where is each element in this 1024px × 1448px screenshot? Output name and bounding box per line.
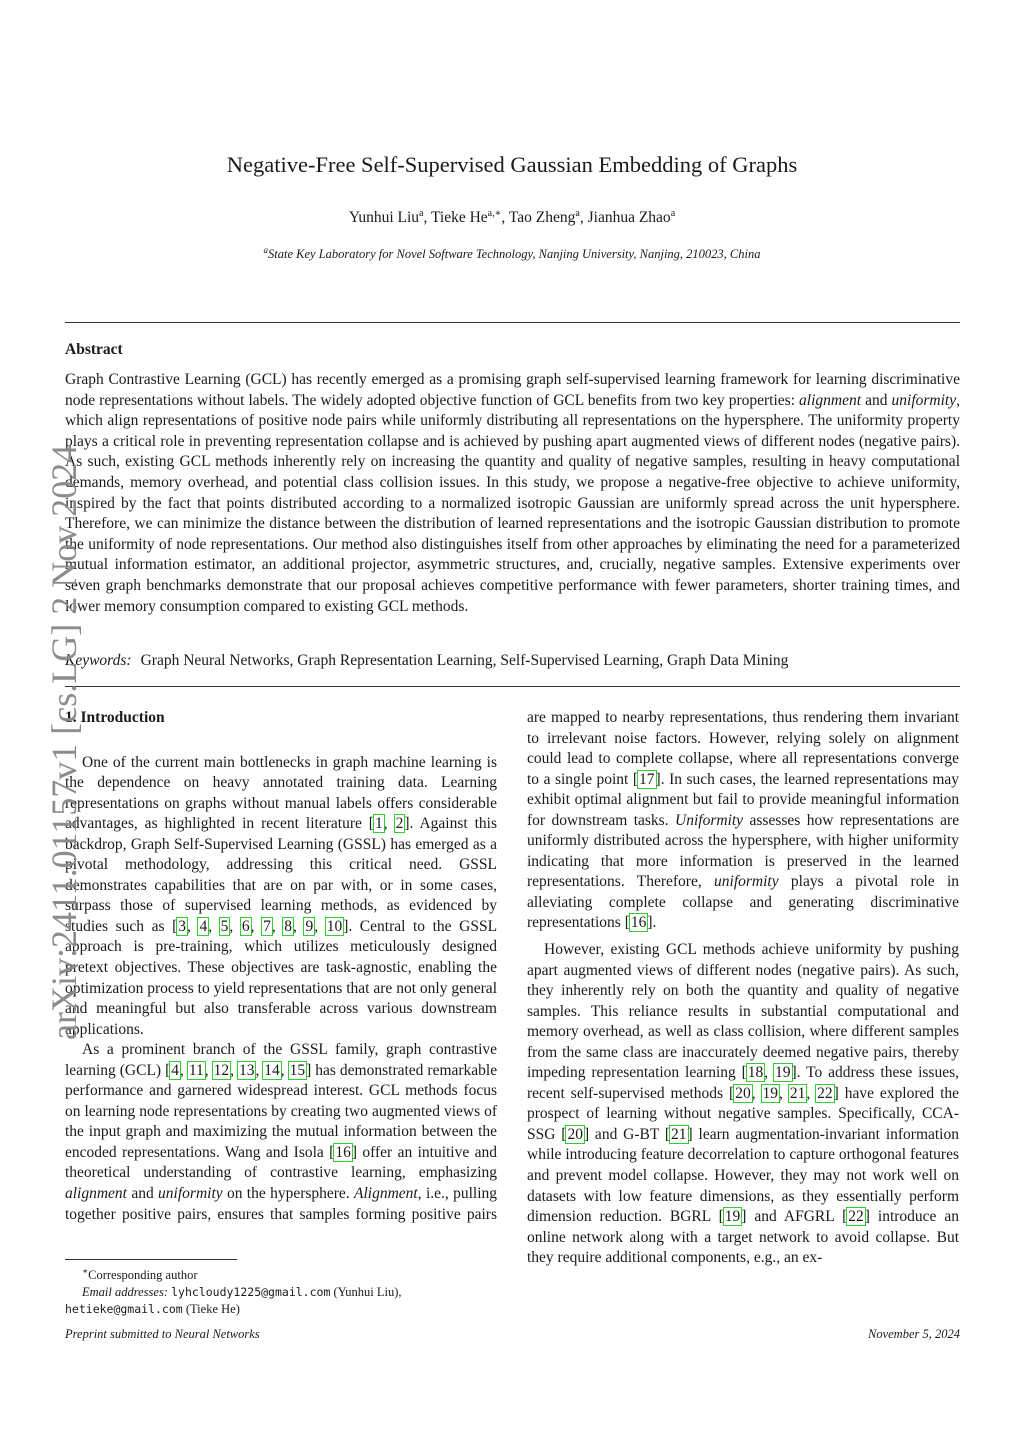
footer-preprint: Preprint submitted to Neural Networks xyxy=(65,1327,260,1341)
author-affil-sup: a,∗ xyxy=(487,208,502,219)
author: Tieke He xyxy=(430,209,488,226)
citation-link[interactable]: 17 xyxy=(639,770,655,788)
citation-link[interactable]: 3 xyxy=(178,917,187,935)
footer-date: November 5, 2024 xyxy=(868,1327,960,1341)
citation-link[interactable]: 5 xyxy=(220,917,229,935)
citation-link[interactable]: 19 xyxy=(724,1208,741,1226)
citation-link[interactable]: 20 xyxy=(735,1084,751,1102)
citation-link[interactable]: 22 xyxy=(848,1208,864,1226)
footnote-rule xyxy=(65,1259,237,1260)
citation-link[interactable]: 4 xyxy=(199,917,208,935)
intro-paragraph: One of the current main bottlenecks in graph machine learning is the dependence on heavy annotated training data. Learning representations on graphs without manual labels offers considerable advantages, as highlighted in recent literature [1, 2]. Against this backdrop, Graph Self-Supervised Learning (GSSL) has emerged as a pivotal methodology, addressing this critical need. GSSL demonstrates capabilities that are on par with, or in some cases, surpass those of supervised learning methods, as evidenced by studies such as [3, 4, 5, 6, 7, 8, 9, 10]. Central to the GSSL approach is pre-training, which utilizes meticulously designed pretext objectives. These objectives are task-agnostic, enabling the optimization process to yield representations that are not only general and meaningful but also transferable across various downstream applications. xyxy=(65,753,498,1038)
citation-link[interactable]: 1 xyxy=(374,815,383,833)
citation-link[interactable]: 9 xyxy=(305,917,314,935)
citation-link[interactable]: 14 xyxy=(264,1061,280,1079)
keywords-text: Graph Neural Networks, Graph Representation Learning, Self-Supervised Learning, Graph Data Mining xyxy=(140,652,789,669)
right-column xyxy=(527,708,959,1269)
citation-link[interactable]: 20 xyxy=(567,1125,583,1143)
citation-link[interactable]: 7 xyxy=(263,917,271,935)
citation-link[interactable]: 19 xyxy=(762,1084,778,1102)
author-affil-sup: a xyxy=(670,208,676,219)
affiliation-sup: a xyxy=(263,245,269,255)
author-affil-sup: a xyxy=(575,208,580,219)
citation-link[interactable]: 21 xyxy=(789,1084,806,1102)
affiliation xyxy=(0,245,1024,263)
email-link[interactable]: hetieke@gmail.com xyxy=(65,1302,183,1317)
citation-link[interactable]: 16 xyxy=(630,914,647,932)
abstract-bottom-rule xyxy=(65,686,960,687)
intro-paragraph: However, existing GCL methods achieve uniformity by pushing apart augmented views of different nodes (negative pairs). As such, they inherently rely on both the quantity and quality of negative samples. This reliance results in substantial computational and memory overhead, as well as class collision, where different samples from the same class are inaccurately deemed negative pairs, thereby impeding representation learning [18, 19]. To address these issues, recent self-supervised methods [20, 19, 21, 22] have explored the prospect of learning without negative samples. Specifically, CCA-SSG [20] and G-BT [21] learn augmentation-invariant information while introducing feature decorrelation to capture orthogonal features and prevent model collapse. However, they may not work well on datasets with low feature dimensions, as they essentially perform dimension reduction. BGRL [19] and AFGRL [22] introduce an online network along with a target network to avoid collapse. But they require additional components, e.g., an ex- xyxy=(527,941,960,1267)
keywords xyxy=(65,650,960,672)
author-affil-sup: a xyxy=(419,208,424,219)
abstract-heading: Abstract xyxy=(65,341,123,358)
citation-link[interactable]: 12 xyxy=(213,1061,230,1079)
citation-link[interactable]: 4 xyxy=(171,1061,179,1079)
citation-link[interactable]: 18 xyxy=(747,1064,764,1082)
footnote: ∗Corresponding author Email addresses: lyhcloudy1225@gmail.com (Yunhui Liu), hetieke@gmail.com (Tieke He) xyxy=(65,1266,402,1317)
citation-link[interactable]: 15 xyxy=(289,1061,306,1079)
arxiv-stamp: arXiv:2411.01157v1 [cs.LG] 2 Nov 2024 xyxy=(44,444,84,1040)
abstract-top-rule xyxy=(65,322,960,323)
citation-link[interactable]: 10 xyxy=(326,917,343,935)
affiliation-text: State Key Laboratory for Novel Software Technology, Nanjing University, Nanjing, 210023, China xyxy=(268,247,761,261)
citation-link[interactable]: 8 xyxy=(284,917,293,935)
citation-link[interactable]: 6 xyxy=(241,917,250,935)
keywords-label: Keywords: xyxy=(65,652,132,669)
citation-link[interactable]: 22 xyxy=(817,1084,833,1102)
citation-link[interactable]: 2 xyxy=(395,815,404,833)
left-column xyxy=(65,708,497,1225)
intro-paragraph-continued: are mapped to nearby representations, thus rendering them invariant to irrelevant noise factors. However, relying solely on alignment could lead to complete collapse, where all representations converge to a single point [17]. In such cases, the learned representations may exhibit optimal alignment but fail to provide meaningful information for downstream tasks. Uniformity assesses how representations are uniformly distributed across the hypersphere, with higher uniformity indicating that more information is preserved in the learned representations. Therefore, uniformity plays a pivotal role in alleviating complete collapse and generating discriminative representations [16]. xyxy=(527,709,960,932)
citation-link[interactable]: 11 xyxy=(188,1061,204,1079)
author-list: Yunhui Liu$^a$, Tieke $He^{a,∗}$, Tao Zheng$^a$, Jianhua Zhao$^a$ xyxy=(348,208,676,226)
citation-link[interactable]: 13 xyxy=(238,1061,255,1079)
citation-link[interactable]: 21 xyxy=(671,1125,687,1143)
paper-title: Negative-Free Self-Supervised Gaussian Embedding of Graphs xyxy=(226,152,798,177)
citation-link[interactable]: 19 xyxy=(775,1064,791,1082)
intro-paragraph: As a prominent branch of the GSSL family, graph contrastive learning (GCL) [4, 11, 12, 13, 14, 15] has demonstrated remarkable performance and garnered widespread interest. GCL methods focus on learning node representations by creating two augmented views of the input graph and maximizing the mutual information between the encoded representations. Wang and Isola [16] offer an intuitive and theoretical understanding of contrastive learning, emphasizing alignment and uniformity on the hypersphere. Alignment, i.e., pulling together positive pairs, ensures that samples forming positive pairs xyxy=(65,1041,498,1223)
author: Yunhui Liu xyxy=(348,209,420,226)
section-heading: 1. Introduction xyxy=(65,709,165,726)
abstract-text: Graph Contrastive Learning (GCL) has recently emerged as a promising graph self-supervised learning framework for learning discriminative node representations without labels. The widely adopted objective function of GCL benefits from two key properties: alignment and uniformity, which align representations of positive node pairs while uniformly distributing all representations on the hypersphere. The uniformity property plays a critical role in preventing representation collapse and is achieved by pushing apart augmented views of different nodes (negative pairs). As such, existing GCL methods inherently rely on increasing the quantity and quality of negative samples, resulting in heavy computational demands, memory overhead, and potential class collision issues. In this study, we propose a negative-free objective to achieve uniformity, inspired by the fact that points distributed according to a normalized isotropic Gaussian are uniformly spread across the unit hypersphere. Therefore, we can minimize the distance between the distribution of learned representations and the isotropic Gaussian distribution to promote the uniformity of node representations. Our method also distinguishes itself from other approaches by eliminating the need for a parameterized mutual information estimator, an additional projector, asymmetric structures, and, crucially, negative samples. Extensive experiments over seven graph benchmarks demonstrate that our proposal achieves competitive performance with fewer parameters, shorter training times, and lower memory consumption compared to existing GCL methods. xyxy=(65,371,960,615)
author: Tao Zheng xyxy=(508,209,576,226)
citation-link[interactable]: 16 xyxy=(335,1143,351,1161)
email-link[interactable]: lyhcloudy1225@gmail.com xyxy=(171,1285,331,1300)
author: Jianhua Zhao xyxy=(587,209,671,226)
